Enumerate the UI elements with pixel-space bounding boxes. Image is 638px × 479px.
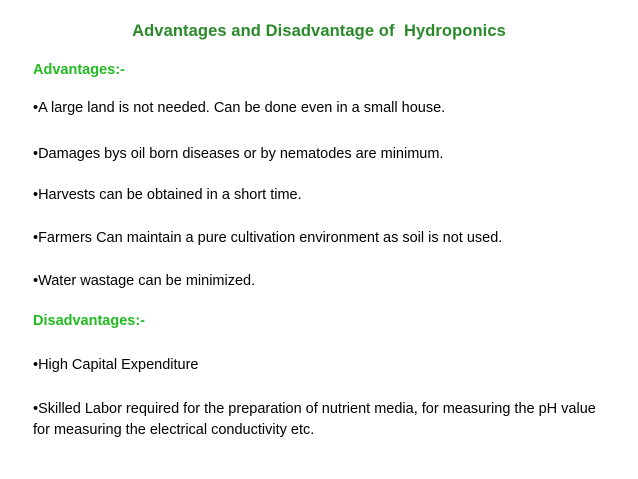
advantage-item: •Farmers Can maintain a pure cultivation environment as soil is not used. (33, 230, 503, 246)
advantages-heading: Advantages:- (33, 62, 125, 78)
advantage-item: •Water wastage can be minimized. (33, 273, 256, 289)
slide-title: Advantages and Disadvantage of Hydroponics (132, 22, 506, 40)
disadvantages-heading: Disadvantages:- (33, 313, 146, 329)
advantage-item: •A large land is not needed. Can be done even in a small house. (33, 100, 446, 116)
advantage-item: •Harvests can be obtained in a short time. (33, 187, 302, 203)
disadvantage-item: •High Capital Expenditure (33, 357, 199, 373)
disadvantage-item: •Skilled Labor required for the preparation of nutrient media, for measuring the pH value for measuring the electrical conductivity etc. (33, 401, 596, 438)
advantage-item: •Damages bys oil born diseases or by nematodes are minimum. (33, 146, 444, 162)
